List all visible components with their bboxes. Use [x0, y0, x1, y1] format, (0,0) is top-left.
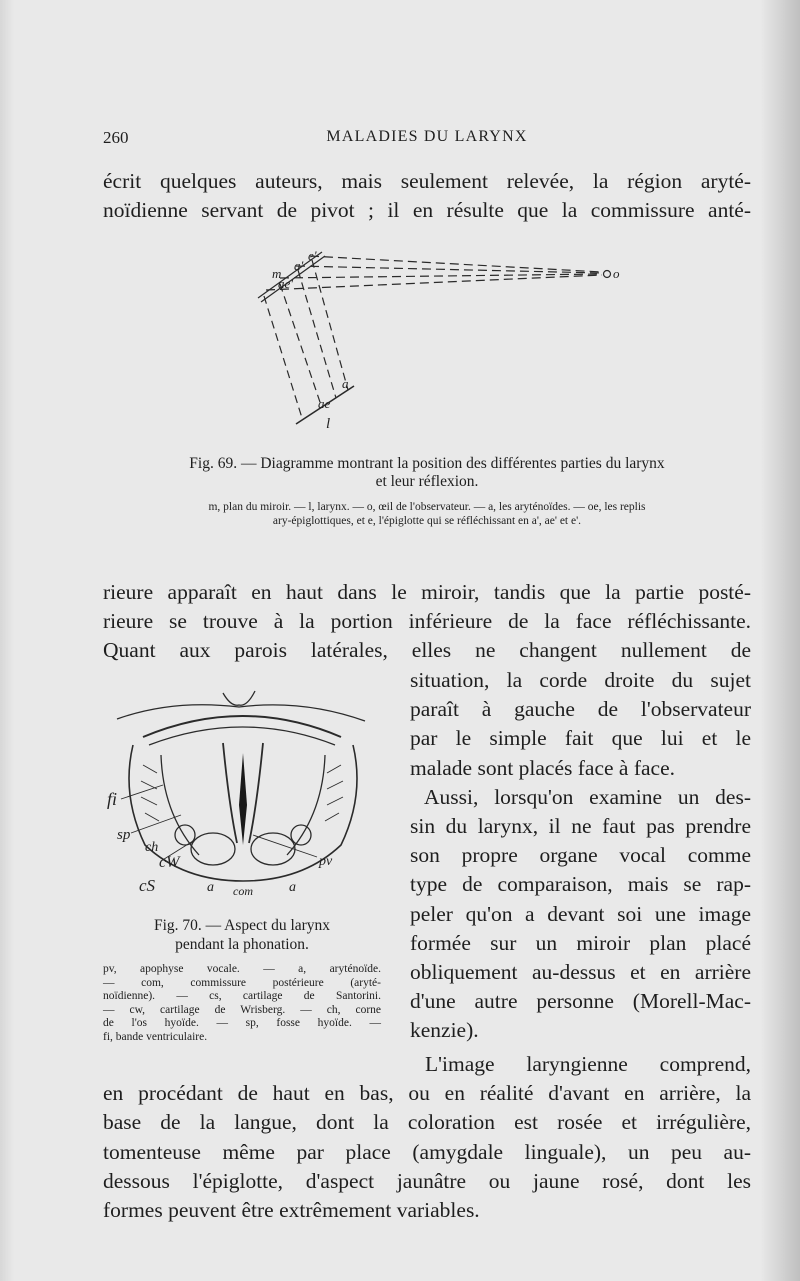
text-line: tomenteuse même par place (amygdale linguale), un peu au- [103, 1139, 751, 1164]
text-line: écrit quelques auteurs, mais seulement relevée, la région aryté- [103, 169, 751, 193]
legend-line: — cw, cartilage de Wrisberg. — ch, corne [103, 1003, 381, 1016]
caption-line: Fig. 69. — Diagramme montrant la position des différentes parties du larynx [189, 455, 665, 472]
text-line: d'une autre personne (Morell-Mac- [410, 989, 751, 1014]
page-number: 260 [103, 128, 129, 147]
ray-line [312, 260, 348, 390]
glottis [239, 753, 247, 845]
legend-line: de l'os hyoïde. — sp, fosse hyoïde. — [103, 1017, 381, 1030]
running-header [103, 128, 751, 154]
vocal-cord-left [223, 743, 237, 843]
text-line: situation, la corde droite du sujet [410, 668, 751, 692]
text-line: type de comparaison, mais se rap- [410, 872, 751, 897]
figure-69-caption [103, 455, 751, 491]
legend-line: fi, bande ventriculaire. [103, 1030, 208, 1043]
legend-line: noïdienne). — cs, cartilage de Santorini. [103, 990, 381, 1003]
tongue-base-contour [117, 705, 365, 721]
body-paragraph [103, 578, 751, 666]
running-title: MALADIES DU LARYNX [326, 128, 528, 145]
label-ch: ch [145, 840, 159, 855]
text-line: Aussi, lorsqu'on examine un des- [424, 784, 751, 809]
label-a-right: a [289, 880, 296, 895]
label-sp: sp [117, 827, 131, 843]
arytenoid-right [251, 833, 295, 865]
label-pv: pv [319, 854, 333, 869]
figure-69-legend [103, 500, 751, 528]
label-a-prime: a' [294, 258, 304, 273]
text-line: formes peuvent être extrêmement variables. [103, 1198, 480, 1223]
legend-line: — com, commissure postérieure (aryté- [103, 976, 381, 989]
label-m: m [272, 266, 282, 281]
pointer-line [131, 815, 181, 833]
pointer-line [253, 835, 317, 857]
text-line: formée sur un miroir plan placé [410, 930, 751, 955]
text-line: dessous l'épiglotte, d'aspect jaunâtre ou jaune rosé, dont les [103, 1168, 751, 1193]
text-line: malade sont placés face à face. [410, 755, 676, 780]
epiglottis-tip [223, 691, 255, 705]
label-ae-prime: ae' [278, 276, 294, 291]
label-fi: fi [107, 789, 118, 809]
legend-line: m, plan du miroir. — l, larynx. — o, œil de l'observateur. — a, les aryténoïdes. — oe, les replis [208, 501, 646, 513]
text-line: Quant aux parois latérales, elles ne changent nullement de [103, 638, 751, 663]
text-line: son propre organe vocal comme [410, 843, 751, 868]
ray-line [264, 296, 302, 418]
caption-line: pendant la phonation. [175, 936, 309, 953]
page-edge-shadow [760, 0, 800, 1281]
intro-paragraph [103, 167, 751, 225]
closing-paragraph [103, 1050, 751, 1225]
ray-line [298, 270, 336, 398]
epiglottis-arc-inner [149, 727, 335, 745]
text-line: base de la langue, dont la coloration est rosée et irrégulière, [103, 1110, 751, 1135]
text-line: rieure apparaît en haut dans le miroir, tandis que la partie posté- [103, 580, 751, 604]
text-line: kenzie). [410, 1018, 479, 1043]
figure-69-diagram [250, 248, 620, 438]
label-a: a [342, 376, 349, 391]
text-line: peler qu'on a devant soi une image [410, 901, 751, 926]
text-line: obliquement au-dessus et en arrière [410, 960, 751, 985]
cartilage-wrisberg-right [291, 825, 311, 845]
figure-70-illustration [103, 685, 383, 905]
arytenoid-left [191, 833, 235, 865]
label-a-left: a [207, 880, 214, 895]
legend-line: ary-épiglottiques, et e, l'épiglotte qui se réfléchissant en a', ae' et e'. [272, 515, 582, 527]
text-line: L'image laryngienne comprend, [425, 1052, 751, 1076]
legend-line: pv, apophyse vocale. — a, aryténoïde. [103, 963, 381, 975]
eye-mark [604, 271, 611, 278]
text-line: en procédant de haut en bas, ou en réalité d'avant en arrière, la [103, 1081, 751, 1106]
text-line: par le simple fait que lui et le [410, 726, 751, 751]
right-column-text [410, 666, 751, 1046]
label-e-prime: e' [308, 248, 317, 263]
label-com: com [233, 884, 253, 898]
figure-70-legend [103, 963, 381, 1045]
label-l: l [326, 416, 331, 432]
text-line: noïdienne servant de pivot ; il en résulte que la commissure anté- [103, 198, 751, 223]
vocal-cord-right [249, 743, 263, 843]
ray-line [280, 284, 322, 408]
text-line: paraît à gauche de l'observateur [410, 697, 751, 722]
caption-line: Fig. 70. — Aspect du larynx [153, 917, 331, 934]
figure-70-caption [103, 916, 381, 954]
pointer-line [121, 785, 163, 799]
label-cS: cS [139, 876, 156, 895]
text-line: sin du larynx, il ne faut pas prendre [410, 814, 751, 839]
label-o: o [613, 266, 620, 281]
caption-line: et leur réflexion. [375, 473, 479, 490]
label-ae: ae [318, 396, 331, 411]
page-gutter-shadow [0, 0, 14, 1281]
text-line: rieure se trouve à la portion inférieure de la face réfléchissante. [103, 609, 751, 634]
label-cW: cW [159, 854, 180, 871]
